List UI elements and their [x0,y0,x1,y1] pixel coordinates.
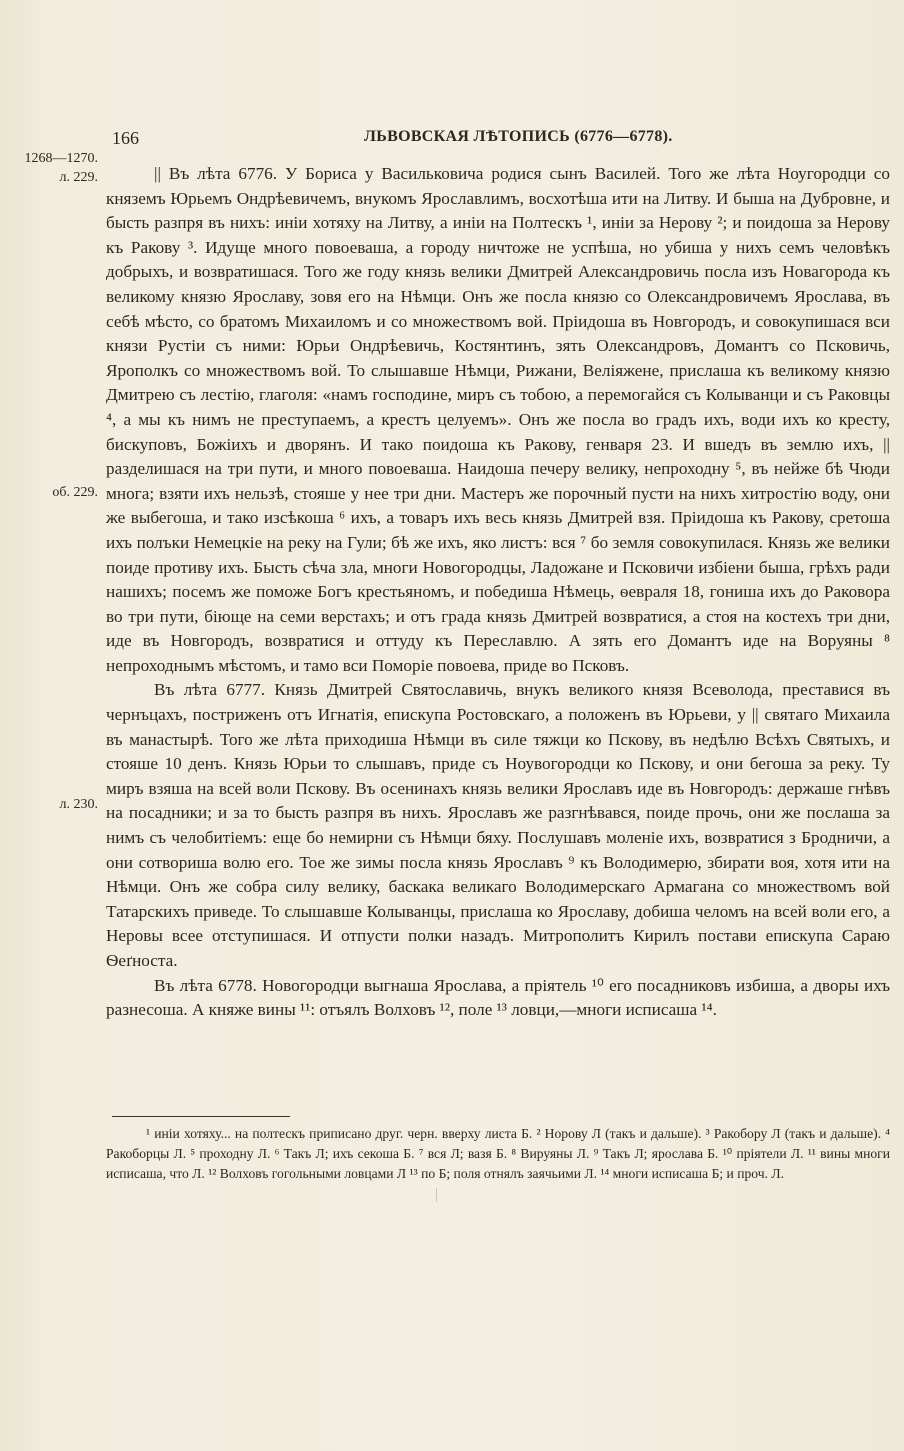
margin-note-folio-230: л. 230. [59,797,98,812]
margin-note-years: 1268—1270. [24,151,98,166]
main-text [106,162,890,1023]
margin-note-folio-229: л. 229. [59,170,98,185]
paragraph-6778: Въ лѣта 6778. Новогородци выгнаша Ярослава, а пріятель ¹⁰ его посадниковъ избиша, а дворы ихъ разнесоша. А княже вины ¹¹: отъялъ Волховъ ¹², поле ¹³ ловци,—многи исписаша ¹⁴. [106,975,890,1020]
page-mark [436,1188,437,1202]
footnotes [106,1124,890,1184]
footnote-text: ¹ иніи хотяху... на полтескъ приписано друг. черн. вверху листа Б. ² Норову Л (такъ и дальше). ³ Ракобору Л (такъ и дальше). ⁴ Ракоборцы Л. ⁵ проходну Л. ⁶ Такъ Л; ихъ секоша Б. ⁷ вся Л; вазя Б. ⁸ Вируяны Л. ⁹ Такъ Л; ярослава Б. ¹⁰ пріятели Л. ¹¹ вины многи исписаша, что Л. ¹² Волховъ гогольными ловцами Л ¹³ по Б; поля отнялъ заячьими Л. ¹⁴ многи исписаша Б; и проч. Л. [106,1126,890,1181]
page-number: 166 [112,128,139,148]
footnote-divider [112,1116,290,1117]
margin-note-verso-229: об. 229. [52,485,98,500]
page-header [112,128,892,150]
paragraph-6777: Въ лѣта 6777. Князь Дмитрей Святославичь, внукъ великого князя Всеволода, преставися въ чернъцахъ, постриженъ отъ Игнатія, епискупа Ростовскаго, а положенъ въ Юрьеви, у || святаго Михаила въ манастырѣ. Того же лѣта приходиша Нѣмци въ силе тяжци ко Пскову, въ недѣлю Всѣхъ Святыхъ, и стояше 10 денъ. Князь Юрьи то слышавъ, приде съ Ноувогородци ко Пскову, и они бегоша за реку. Ту миръ взяша на всей воли Пскову. Въ осенинахъ князь велики Ярославъ иде въ Новгородъ: держаше гнѣвъ на посадники; и за то бысть разпря въ нихъ. Ярославъ же разгнѣвався, поиде прочь, они же послаша за нимъ съ челобитіемъ: еще бо немирни съ Нѣмци бяху. Послушавъ моленіе ихъ, возвратися з Бродничи, а они сотвориша волю его. Тое же зимы посла князь Ярославъ ⁹ къ Володимерю, збирати воя, хотя ити на Нѣмци. Онъ же собра силу велику, баскака великаго Володимерскаго Армагана со множествомъ вой Татарскихъ приведе. То слышавше Колыванцы, прислаша ко Ярославу, добиша челомъ на всей воли его, а Неровы всее отступишася. И отпусти полки назадъ. Митрополитъ Кирилъ постави епискупа Сараю Ѳеґноста. [106,680,890,970]
running-title: ЛЬВОВСКАЯ ЛѢТОПИСЬ (6776—6778). [364,128,673,145]
paragraph-6776: || Въ лѣта 6776. У Бориса у Васильковича родися сынъ Василей. Того же лѣта Ноугородци со княземъ Юрьемъ Ондрѣевичемъ, внукомъ Ярославлимъ, восхотѣша ити на Литву. И быша на Дубровне, и бысть разпря въ нихъ: иніи хотяху на Литву, а иніи на Полтескъ ¹, иніи за Нерову ²; и поидоша за Нерову къ Ракову ³. Идуще много повоеваша, а городу ничтоже не успѣша, но убиша у нихъ семъ человѣкъ добрыхъ, и возвратишася. Того же году князь велики Дмитрей Александровичь посла изъ Новагорода къ великому князю Ярославу, зовя его на Нѣмци. Онъ же посла князю со Олександровичемъ Ярослава, въ себѣ мѣсто, со братомъ Михаиломъ и со множествомъ вой. Пріидоша въ Новгородъ, и совокупишася вси князи Рустіи съ ними: Юрьи Ондрѣевичь, Костянтинъ, зять Олександровъ, Домантъ со Псковичь, Ярополкъ со множествомъ вой. То слышавше Нѣмци, Рижани, Веліяжене, прислаша къ великому князю Дмитрею съ лестію, глаголя: «намъ господине, миръ съ тобою, а перемогайся съ Колыванци и съ Раковцы ⁴, а мы къ нимъ не преступаемъ, а крестъ целуемъ». Онъ же посла во градъ ихъ, води ихъ ко кресту, бискуповъ, Божіихъ и дворянъ. И тако поидоша къ Ракову, генваря 23. И вшедъ въ землю ихъ, || разделишася на три пути, и много повоеваша. Наидоша печеру велику, непроходну ⁵, въ нейже бѣ Чюди многа; взяти ихъ нельзѣ, стояше у нее три дни. Мастеръ же порочный пусти на нихъ хитростію воду, они же выбегоша, и тако изсѣкоша ⁶ ихъ, а товаръ ихъ весь князь Дмитрей взя. Пріидоша къ Ракову, сретоша ихъ полъки Немецкіе на реку на Гули; бѣ же ихъ, яко листъ: вся ⁷ бо земля совокупилася. Князь же велики поиде противу ихъ. Бысть сѣча зла, многи Новогородцы, Ладожане и Псковичи избіени быша, грѣхъ ради нашихъ; посемъ же поможе Богъ крестьяномъ, и победиша Нѣмець, ѳевраля 18, гониша ихъ до Раковора во три пути, біюще на семи верстахъ; и отъ града князь Дмитрей возвратися, а стоя на костехъ три дни, иде въ Новгородъ, возвратися и оттуду къ Переславлю. А зять его Домантъ иде на Воруяны ⁸ непроходнымъ мѣстомъ, и тамо вси Поморіе повоева, приде во Псковъ. [106,164,890,675]
